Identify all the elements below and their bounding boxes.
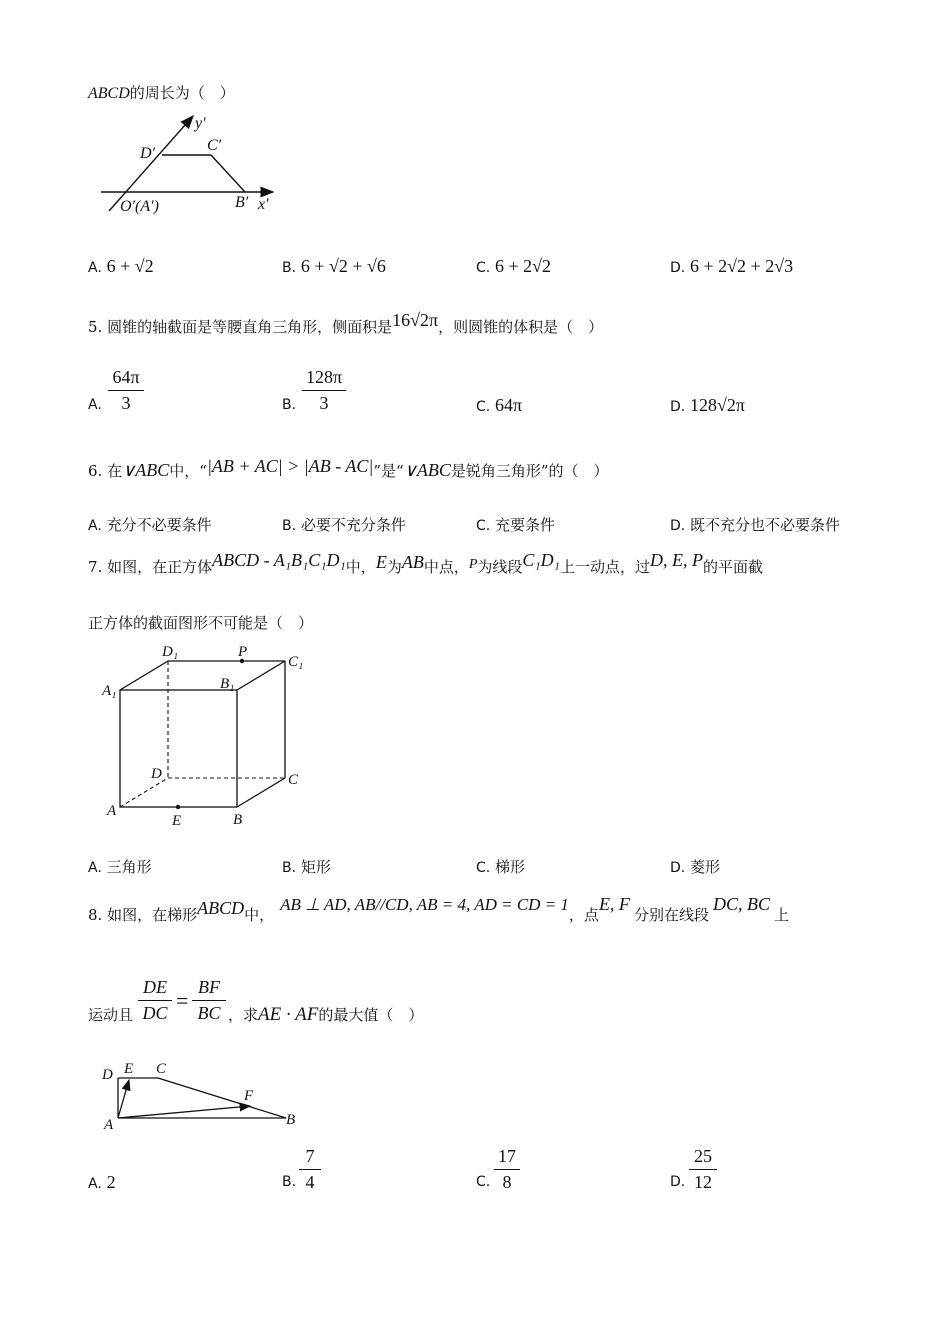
- q7-edge-bc: [237, 778, 285, 807]
- q7-edge-b1c1: [237, 661, 285, 690]
- q4-label-y: y′: [195, 115, 206, 132]
- q4-figure-oblique-trapezoid: [95, 108, 285, 218]
- q8-label-c: C: [156, 1061, 167, 1077]
- q4-option-d[interactable]: D. 6 + 2√2 + 2√3: [670, 256, 794, 276]
- q7-cube-name: ABCD - A₁B₁C₁D₁: [212, 550, 346, 570]
- q6-condition: |AB + AC| > |AB - AC|: [206, 456, 374, 476]
- q5-option-c[interactable]: C. 64π: [476, 395, 523, 415]
- q7-label-e: E: [172, 813, 182, 829]
- q7-edge-a1d1: [120, 661, 168, 690]
- q8-ratio-right: BF BC: [192, 977, 226, 1024]
- q6-option-d[interactable]: D. 既不充分也不必要条件: [670, 516, 841, 534]
- q8-vector-ae: [118, 1080, 129, 1118]
- q4-option-a[interactable]: A. 6 + √2: [88, 256, 154, 276]
- q4-option-c[interactable]: C. 6 + 2√2: [476, 256, 552, 276]
- q4-option-b[interactable]: B. 6 + √2 + √6: [282, 256, 386, 276]
- q4-stem: [88, 82, 235, 103]
- q8-option-a[interactable]: A. 2: [88, 1172, 116, 1192]
- q8-label-f: F: [244, 1088, 254, 1104]
- q4-label-x: x′: [258, 196, 269, 213]
- q5-option-a-fraction: 64π 3: [108, 367, 144, 414]
- q4-label-b: B′: [235, 194, 249, 211]
- q7-edge-ad-hidden: [120, 778, 168, 807]
- q5-option-a[interactable]: A.: [88, 397, 102, 413]
- q8-figure-trapezoid: [98, 1054, 308, 1134]
- q8-ratio-left: DE DC: [138, 977, 172, 1024]
- q7-label-d: D: [151, 766, 162, 782]
- q8-option-c-fraction: 17 8: [494, 1146, 520, 1193]
- q4-label-o: O′(A′): [120, 198, 159, 215]
- q5-stem: 5. 圆锥的轴截面是等腰直角三角形，侧面积是16√2π，则圆锥的体积是（ ）: [88, 310, 604, 336]
- q7-option-b[interactable]: B. 矩形: [282, 858, 331, 876]
- q5-option-b-fraction: 128π 3: [302, 367, 346, 414]
- q7-front-face: [120, 690, 237, 807]
- q8-option-b[interactable]: B.: [282, 1174, 297, 1190]
- q7-label-c: C: [288, 772, 299, 788]
- q7-point-e: [176, 805, 180, 809]
- q6-option-a[interactable]: A. 充分不必要条件: [88, 516, 212, 534]
- q8-option-b-fraction: 7 4: [299, 1146, 321, 1193]
- q4-label-c: C′: [207, 137, 222, 154]
- q6-option-b[interactable]: B. 必要不充分条件: [282, 516, 406, 534]
- q8-label-a: A: [104, 1117, 114, 1133]
- q8-option-d[interactable]: D.: [670, 1174, 686, 1190]
- q8-label-d: D: [102, 1067, 113, 1083]
- q7-label-d1: D₁: [162, 644, 179, 660]
- q8-stem: 8. 如图，在梯形ABCD中，AB ⊥ AD, AB//CD, AB = 4, AD = CD = 1，点E, F分别在线段DC, BC上: [88, 894, 789, 924]
- q7-option-a[interactable]: A. 三角形: [88, 858, 152, 876]
- q7-label-c1: C₁: [288, 654, 304, 670]
- q7-label-a: A: [107, 803, 117, 819]
- q7-label-b1: B₁: [220, 676, 235, 692]
- q4-y-axis: [109, 116, 193, 211]
- q8-vector-af: [118, 1106, 250, 1118]
- q6-option-c[interactable]: C. 充要条件: [476, 516, 556, 534]
- q4-side-cb: [211, 155, 245, 192]
- q8-label-e: E: [124, 1061, 134, 1077]
- q7-label-a1: A₁: [102, 683, 117, 699]
- q8-stem-line2-rest: ，求AE · AF的最大值（ ）: [228, 1004, 424, 1025]
- q5-option-d[interactable]: D. 128√2π: [670, 395, 745, 415]
- q6-triangle-2: ∨ABC: [403, 460, 451, 480]
- q8-stem-line2: 运动且: [88, 1006, 134, 1024]
- q7-stem: 7. 如图，在正方体ABCD - A₁B₁C₁D₁中，E为AB中点，P为线段C₁D₁上一动点，过D, E, P的平面截: [88, 550, 763, 576]
- q4-stem-text: 的周长为（ ）: [129, 84, 235, 102]
- q5-option-b[interactable]: B.: [282, 397, 297, 413]
- q7-option-c[interactable]: C. 梯形: [476, 858, 526, 876]
- q8-option-d-fraction: 25 12: [689, 1146, 717, 1193]
- q8-option-c[interactable]: C.: [476, 1174, 491, 1190]
- q8-label-b: B: [286, 1112, 296, 1128]
- q7-stem-line2: 正方体的截面图形不可能是（ ）: [88, 614, 314, 632]
- q5-lateral-area: 16√2π: [392, 310, 439, 330]
- q4-label-d: D′: [140, 145, 156, 162]
- q7-figure-cube: [100, 640, 315, 835]
- q8-dot-product: AE · AF: [258, 1004, 319, 1025]
- q7-label-p: P: [238, 644, 248, 660]
- q4-stem-var: ABCD: [88, 85, 130, 102]
- q7-option-d[interactable]: D. 菱形: [670, 858, 721, 876]
- q8-conditions: AB ⊥ AD, AB//CD, AB = 4, AD = CD = 1: [280, 895, 569, 914]
- q6-triangle: ∨ABC: [122, 460, 170, 480]
- q8-ratio-eq: =: [176, 988, 189, 1013]
- q7-label-b: B: [233, 812, 243, 828]
- q6-stem: 6. 在∨ABC中，“|AB + AC| > |AB - AC|”是“∨ABC是锐角三角形”的（ ）: [88, 456, 609, 480]
